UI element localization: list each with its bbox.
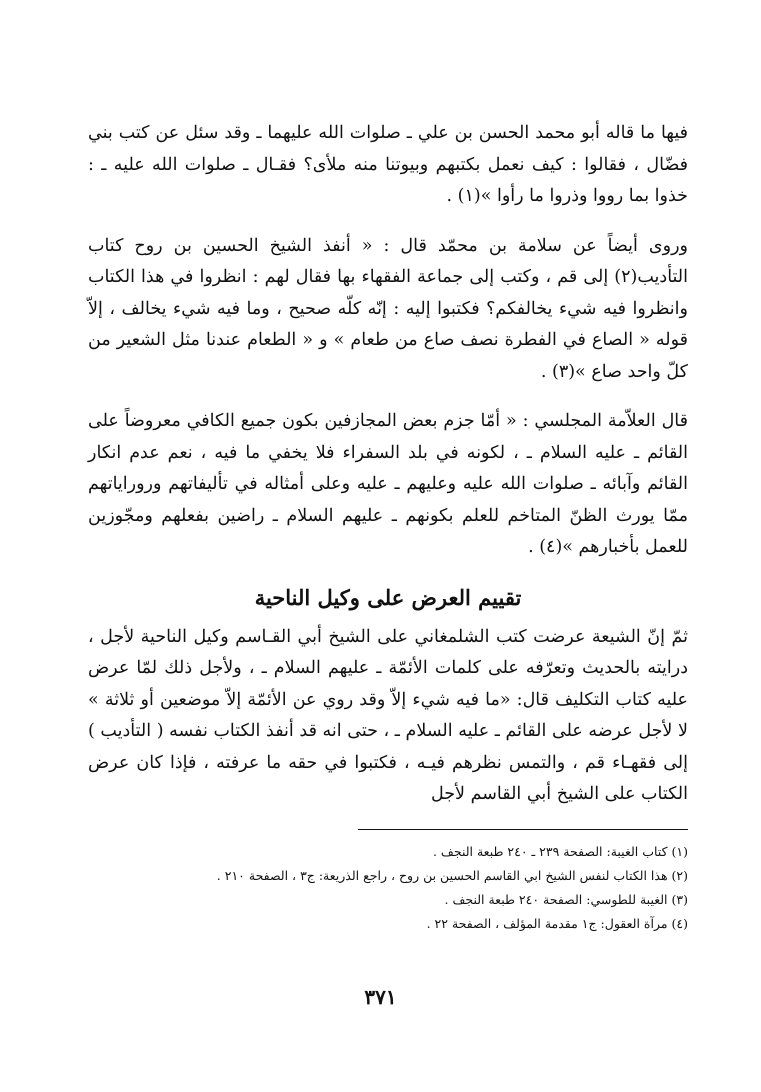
paragraph-1: فيها ما قاله أبو محمد الحسن بن علي ـ صلوات الله عليهما ـ وقد سئل عن كتب بني فضّال ، فقالوا : كيف نعمل بكتبهم وبيوتنا منه ملأى؟ فقـال ـ صلوات الله عليه ـ : خذوا بما رووا وذروا ما رأوا »(١) . — [88, 123, 688, 206]
paragraph-2: وروى أيضاً عن سلامة بن محمّد قال : « أنفذ الشيخ الحسين بن روح كتاب التأديب(٢) إلى قم ، وكتب إلى جماعة الفقهاء بها فقال لهم : انظروا في هذا الكتاب وانظروا فيه شيء يخالفكم؟ فكتبوا إليه : إنّه كلّه صحيح ، وما فيه شيء يخالف ، إلاّ قوله « الصاع في الفطرة نصف صاع من طعام » و « الطعام عندنا مثل الشعير من كلّ واحد صاع »(٣) . — [88, 235, 688, 382]
paragraph-4: ثمّ إنّ الشيعة عرضت كتب الشلمغاني على الشيخ أبي القـاسم وكيل الناحية لأجل ، درايته بالحديث وتعرّفه على كلمات الأئمّة ـ عليهم السلام ـ ، ولأجل ذلك لمّا عرض عليه كتاب التكليف قال: «ما فيه شيء إلاّ وقد روي عن الأئمّة إلاّ موضعين أو ثلاثة » لا لأجل عرضه على القائم ـ عليه السلام ـ ، حتى انه قد أنفذ الكتاب نفسه ( التأديب ) إلى فقهـاء قم ، والتمس نظرهم فيـه ، فكتبوا في حقه ما عرفته ، فإذا كان عرض الكتاب على الشيخ أبي القاسم لأجل — [88, 626, 688, 804]
paragraph-3: قال العلاّمة المجلسي : « أمّا جزم بعض المجازفين بكون جميع الكافي معروضاً على القائم ـ عليه السلام ـ ، لكونه في بلد السفراء فلا يخفي ما فيه ، نعم عدم انكار القائم وآبائه ـ صلوات الله عليه وعليهم ـ عليه وعلى أمثاله في تأليفاتهم وروراياتهم ممّا يورث الظنّ المتاخم للعلم بكونهم ـ عليهم السلام ـ راضين بفعلهم ومجّوزين للعمل بأخبارهم »(٤) . — [88, 411, 688, 557]
footnote-2: (٢) هذا الكتاب لنفس الشيخ ابي القاسم الحسين بن روح ، راجع الذريعة: ج٣ ، الصفحة ٢١٠ . — [216, 867, 688, 883]
page-body — [88, 118, 688, 936]
footnote-3: (٣) الغيبة للطوسي: الصفحة ٢٤٠ طبعة النجف . — [444, 891, 688, 907]
section-heading: تقييم العرض على وكيل الناحية — [254, 584, 522, 610]
footnote-4: (٤) مرآة العقول: ج١ مقدمة المؤلف ، الصفحة ٢٢ . — [426, 915, 688, 931]
page-number: ٣٧١ — [364, 985, 397, 1009]
footnotes-list — [88, 840, 688, 936]
footnote-1: (١) كتاب الغيبة: الصفحة ٢٣٩ ـ ٢٤٠ طبعة النجف . — [432, 843, 688, 859]
footnote-divider — [358, 829, 688, 830]
